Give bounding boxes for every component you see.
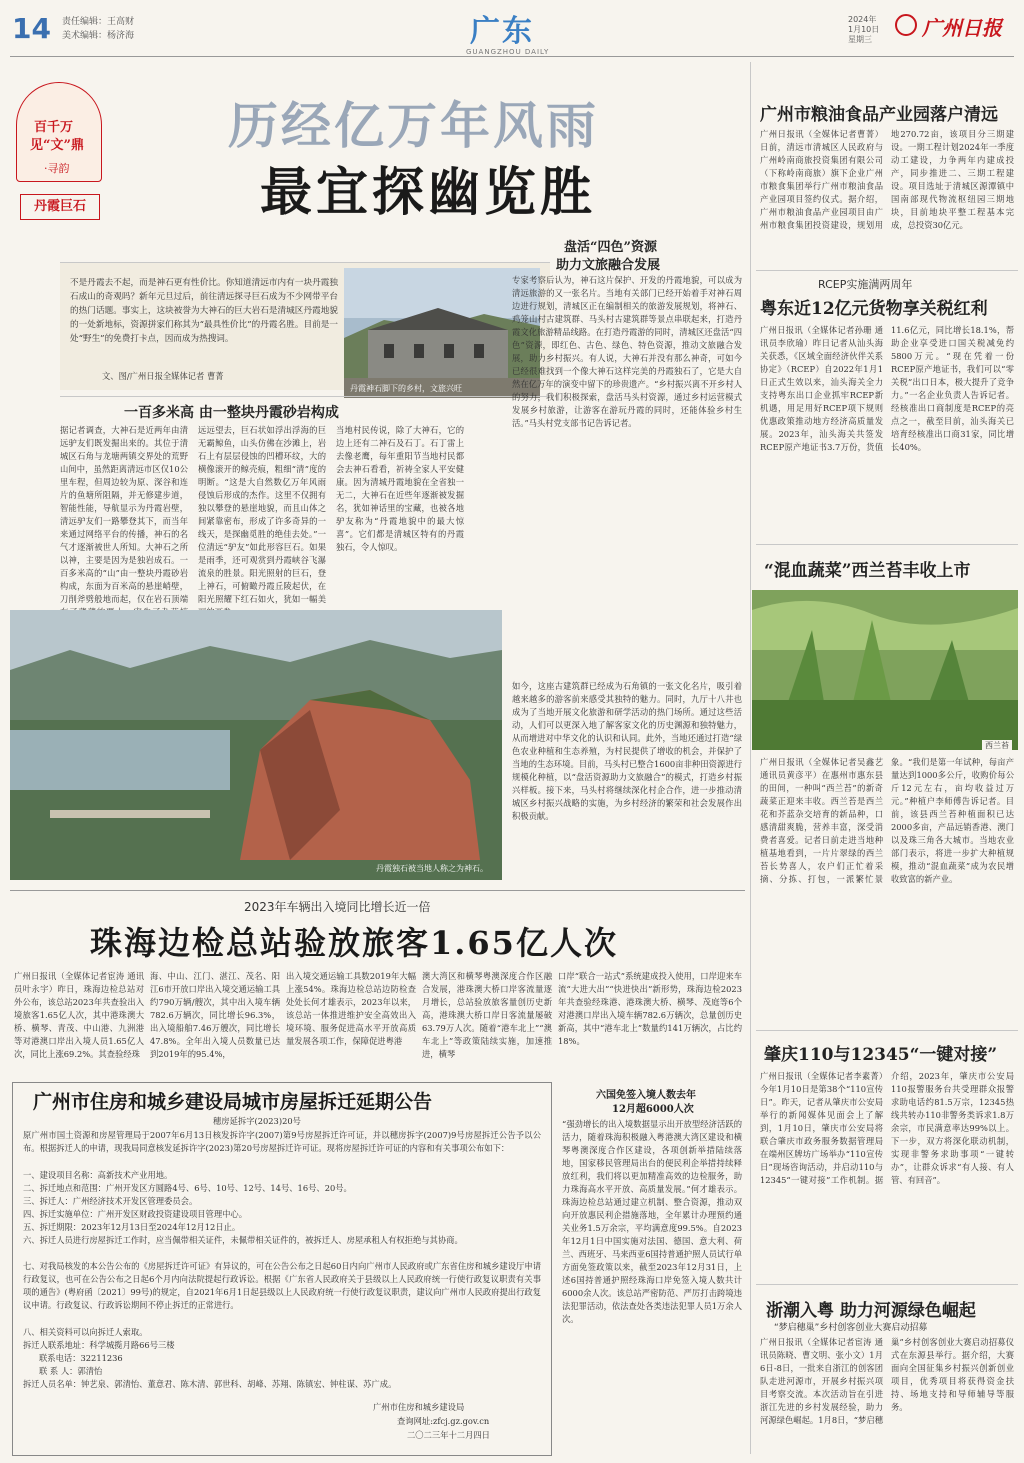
lead-column-1: 据记者调查，大神石是近两年由清远驴友们既发掘出来的。其位于清城区石角与龙塘两镇交界处的荒野山间中，虽然距离清远市区仅10公里车程，但周边较为原、深谷和连片的鱼塘所阻隔，并无修建步道，智能性能，导航显示为丹霞岩壁，清远驴友们一路攀登其下，而当年来通过网络平台的传播，神石的名气才逐渐被世人所知。大神石之所以神，主要是因为是独岩成石。一百多米高的“山”由一整块丹霞砂岩构成，东面为百米高的悬崖峭壁，刀削斧劈般地而起，仅在岩石顶端 [60, 425, 188, 604]
story4-headline: 肇庆110与12345“一键对接” [764, 1045, 998, 1065]
story3-text: 广州日报讯（全媒体记者吴鑫艺 通讯员黄彦平）在惠州市惠东县的田间，一种叫“西兰苔”的新奇蔬菜正迎来丰收。西兰苔是西兰花和芥蓝杂交培育的新品种，口感清甜爽脆，营养丰富，深受消费者喜爱。记者日前走进当地种植基地看到，一片片翠绿的西兰苔长势喜人，农户们正忙着采摘、分拣、打包，一派繁忙景象。“我们是第一年试种，每亩产量达到1000多公斤，收购价每公斤12元左右，亩均收益过万元。”种植户李师傅告诉记者。目前，该县西兰苔种植面积已达2000多亩，产品远销香港、澳门以及珠三角各大城市。当地农业部门表示，将进一步扩大种植规模，推动“混血蔬菜”成为农民增收致富的新产业。 [760, 757, 1014, 884]
masthead-divider [10, 56, 1014, 57]
paper-logo-icon [895, 14, 917, 36]
notice-item-2: 二、拆迁地点和范围：广州开发区方圆路4号、6号、10号、12号、14号、16号、20号。 [23, 1183, 352, 1193]
village-photo [344, 268, 540, 398]
section1-title: 一百多米高 由一整块丹霞砂岩构成 [124, 405, 339, 421]
notice-staff: 拆迁人员名单：钟艺泉、郭清怡、董意君、陈木清、郭世科、胡峰、苏翔、陈镇宏、钟柱谋、苏广成。 [23, 1379, 397, 1389]
badge-line2: 见“文”鼎 [30, 138, 84, 153]
story2-rule [756, 270, 1018, 271]
story5-rule [756, 1284, 1018, 1285]
border-column-2: 海、中山、江门、湛江、茂名、阳江6市开放口岸出入境交通运输工具约790万辆/艘次，其中出入境车辆782.6万辆次，同比增长96.3%，出入境船舶7.46万艘次，同比增长47.8%。全年出入境人员数量已达到2019年的95.4%， [150, 971, 280, 1059]
notice-contact: 拆迁人联系地址：科学城揽月路66号三楼 [23, 1340, 175, 1350]
section2-title-line2: 助力文旅融合发展 [556, 258, 661, 273]
story5-text: 广州日报讯（全媒体记者宦涛 通讯员陈晓、曹文明、张小文）1月6日-8日，一批来自浙江的创客团队走进河源市，开展乡村振兴项目考察交流。本次活动旨在引进浙江先进的乡村发展经验，助力河源绿色崛起。1月8日，“梦启穗巢”乡村创客创业大赛启动招募仪式在东源县举行。据介绍，大赛面向全国征集乡村振兴创新创业项目，优秀项目将获得资金扶持、场地支持和导师辅导等服务。 [760, 1337, 1014, 1425]
border-column-1: 广州日报讯（全媒体记者宦涛 通讯员叶永宇）昨日，珠海边检总站对外公布，该总站2023年共查验出入境旅客1.65亿人次，其中港珠澳大桥、横琴、青茂、中山港、九洲港等对港澳口岸出入境人员1.65亿人次，同比上涨69.2%。其查验经珠 [14, 971, 144, 1059]
border-story-rule [10, 890, 745, 891]
border-kicker: 2023年车辆出入境同比增长近一倍 [244, 900, 431, 914]
story4-text: 广州日报讯（全媒体记者李素菁）今年1月10日是第38个“110宣传日”。昨天，记者从肇庆市公安局举行的新闻媒体见面会上了解到，1月10日，肇庆市公安局将联合肇庆市政务服务数据管理局在端州区牌坊广场举办“110宣传日”现场咨询活动，并启动110与12345“一键对接”工作机制。据介绍，2023年，肇庆市公安局110报警服务台共受理群众报警求助电话约81.5万宗，12345热线共转办110非警务类诉求1.8万余宗，市民满意率达99%以上。下一步，双方将深化联动机制，实现非警务求助事项“一键转办”，让群众诉求“有人接、有人管、有回音”。 [760, 1071, 1014, 1185]
village-photo-image [344, 268, 540, 398]
lead-column-3: 当地村民传说，除了大神石，它的边上还有二神石及石丁。石丁雷上去像老鹰，每年重阳节当地村民都会去神石看看，祈祷全家人平安健康。因为清城丹霞地貌在全省独一无二，大神石在近些年逐渐被发掘名，犹如神话里的宝藏，也被各地驴友称为“丹霞地貌中的最大惊喜”。它们都是清城区特有的丹霞独石，令人惊叹。 [336, 425, 464, 552]
notice-person: 联 系 人：郭清怡 [39, 1366, 103, 1376]
visa-free-title-line2: 12月超6000人次 [612, 1104, 694, 1115]
notice-body: 原广州市国土资源和房屋管理局于2007年6月13日核发拆许字(2007)第9号房屋拆迁许可证，并以穗房拆字(2007)9号房屋拆迁公告予以公布。根据拆迁人的申请，现我局同意核发延拆许字(2023)第20号房屋拆迁许可证。现将房屋拆迁许可证的内容和有关事项公布如下： [23, 1130, 541, 1153]
landscape-photo-caption: 丹霞独石被当地人称之为神石。 [376, 864, 488, 873]
paper-name: 广州日报 [922, 16, 1002, 40]
story2-kicker: RCEP实施满两周年 [818, 278, 913, 291]
story2-headline: 粤东近12亿元货物享关税红利 [760, 299, 988, 319]
border-column-5: 口岸“联合一站式”系统建成投入使用，口岸迎来车流“大进大出”“快进快出”新形势，珠海边检2023年共查验经珠港、港珠澳大桥、横琴、茂庭等6个对港澳口岸出入境车辆782.6万辆次，总量创历史新高，其中“港车北上”数量约141万辆次，占比约18%。 [558, 971, 742, 1046]
border-column-3: 出入境交通运输工具数2019年大幅上涨54%。珠海边检总站边防检查处处长何才雄表示，2023年以来，该总站一体推进维护安全高效出入境环境、服务促进高水平开放高质量发展各项工作，保障促进粤港 [286, 971, 416, 1046]
lead-column-4: 专家考察后认为，神石这片保护、开发的丹霞地貌，可以成为清远旅游的又一张名片。当地有关部门已经开始着手对神石周边进行规划，清城区正在编制相关的旅游发展规划，将神石、鸡笼山村古建筑群、马头村古建筑群等景点串联起来，打造丹霞文化旅游精品线路。在打造丹霞游的同时，清城区还盘活“四色”资源，即红色、古色、绿色、特色资源，推动文旅融合发展，助力乡村振兴。有人说，大神石并没有那么神奇，可如今已经很难找到一个像大神石这样完美的丹霞独石了，它是大自然在亿万年的演变中留下的珍贵遗产。“乡村振兴离不开乡村人的努力，我们积极探索，盘活马头村资源，通过乡村运营模式发展乡村旅游，让游客在游玩丹霞的同时，还能体验乡村生活。”马头村党支部书记告诉记者。 [512, 275, 742, 428]
story3-rule [756, 544, 1018, 545]
story5-headline: 浙潮入粤 助力河源绿色崛起 [766, 1301, 976, 1321]
art-editor-credit: 美术编辑：杨济海 [62, 31, 135, 41]
notice-item-4: 四、拆迁实施单位：广州开发区财政投资建设项目管理中心。 [23, 1209, 248, 1219]
story1-text: 广州日报讯（全媒体记者曹菁）日前，清远市清城区人民政府与广州岭南商旅投资集团有限公司（下称岭南商旅）旗下企业广州市粮食集团举行广州市粮油食品产业园项目签约仪式。据介绍，广州市粮油食品产业园项目由广州市粮食集团投资建设，规划用地270.72亩，该项目分三期建设。一期工程计划2024年一季度动工建设，力争两年内建成投产，同步推进二、三期工程建设。项目选址于清城区源潭镇中国南部现代物流枢纽园三期地块，目前地块平整工程基本完成，总投资30亿元。 [760, 129, 1014, 230]
badge-subject: 丹霞巨石 [20, 194, 100, 220]
section-title: 广东 [470, 14, 534, 49]
notice-item-5: 五、拆迁期限：2023年12月13日至2024年12月12日止。 [23, 1222, 241, 1232]
section1-rule [60, 396, 550, 397]
badge-line3: ·寻韵 [44, 162, 70, 175]
editor-credit: 责任编辑：王高财 [62, 17, 135, 27]
series-badge [14, 82, 104, 232]
right-column-divider [750, 62, 751, 1454]
lead-byline: 文、图/广州日报全媒体记者 曹菁 [102, 371, 224, 381]
notice-number: 穗房延拆字(2023)20号 [213, 1116, 301, 1126]
story2-text: 广州日报讯（全媒体记者孙珊 通讯员李欣瑜）昨日记者从汕头海关获悉，《区域全面经济伙伴关系协定》（RCEP）自2022年1月1日正式生效以来，汕头海关全力支持粤东出口企业抓牢RCEP新机遇，用足用好RCEP项下规则优惠政策推动地方经济高质量发展。2023年，汕头海关共签发RCEP原产地证书3.7万份，货值11.6亿元，同比增长18.1%，帮助企业享受进口国关税减免约5800万元。“现在凭着一份RCEP原产地证书，我们可以“零关税”出口日本，极大提升了竞争力。”一名企业负责人告诉记者。经核准出口商制度是RCEP的亮点之一，截至目前，汕头海关已培育经核准出口商31家，同比增长40%。 [760, 325, 1014, 452]
date-day: 1月10日 [848, 25, 880, 34]
notice-phone: 联系电话：32211236 [39, 1353, 123, 1363]
notice-item-6: 六、拆迁人员进行房屋拆迁工作时，应当佩带相关证件，未佩带相关证件的，被拆迁人、房屋承租人有权拒绝与其协商。 [23, 1235, 463, 1245]
masthead [0, 0, 1024, 62]
village-photo-caption: 丹霞神石脚下的乡村，文旅兴旺 [350, 384, 462, 393]
border-headline: 珠海边检总站验放旅客1.65亿人次 [90, 924, 618, 962]
story3-headline: “混血蔬菜”西兰苔丰收上市 [764, 561, 971, 581]
notice-date: 二〇二三年十二月四日 [407, 1430, 490, 1440]
story5-kicker: “梦启穗巢”乡村创客创业大赛启动招募 [774, 1323, 928, 1333]
notice-signature: 广州市住房和城乡建设局 [373, 1402, 465, 1412]
lead-headline-line2: 最宜探幽览胜 [260, 162, 597, 223]
border-column-4: 澳大湾区和横琴粤澳深度合作区融合发展，港珠澳大桥口岸客流量逐月增长，总站验放旅客量创历史新高，港珠澳大桥口岸日客流量屡破63.79万人次。随着“港车北上”“澳车北上”等政策陆续实施，加速推进，横琴 [422, 971, 552, 1059]
lead-column-5: 如今，这座古建筑群已经成为石角镇的一张文化名片，吸引着越来越多的游客前来感受其独特的魅力。同时，九厅十八井也成为了当地开展文化旅游和研学活动的热门场所。通过这些活动，人们可以更深入地了解客家文化的历史渊源和独特魅力，从而增进对中华文化的认识和认同。此外，当地还通过打造“绿色农业种植和生态养殖，为村民提供了增收的机会，并保护了当地的生态环境。目前，马头村已整合1600亩非种田资源进行规模化种植，以“盘活资源助力文旅融合”的模式，打造乡村振兴样板。接下来，马头村将继续深化村企合作，进一步推动清城区乡村振兴战略的实施，为乡村经济的繁荣和社会发展作出积极贡献。 [512, 681, 742, 821]
border-column-6: “强劲增长的出入境数据显示出开放型经济活跃的活力，随着珠海积极融入粤港澳大湾区建设和横琴粤澳深度合作区建设，各项创新举措陆续落地，国家移民管理局出台的便民利企举措持续释放红利，我们将以更加精准高效的边检服务，助力珠海高水平开放、高质量发展。”何才雄表示。珠海边检总站通过建立机制、整合资源，推动双向开放惠民利企措施落地，全年累计办理预约通关业务1.5万余宗，平均满意度99.5%。自2023年12月1日中国实施对法国、德国、意大利、荷兰、西班牙、马来西亚6国持普通护照人员试行单方面免签政策以来，截至2023年12月31日，上述6国持普通护照经珠海口岸免签入境人数共计6000余人次。该总站严密防范、严厉打击跨境违法犯罪活动，依法查处各类违法犯罪人员1万余人次。 [562, 1119, 742, 1324]
story1-headline: 广州市粮油食品产业园落户清远 [760, 105, 998, 125]
notice-item-8: 八、相关资料可以向拆迁人索取。 [23, 1327, 148, 1337]
date-year: 2024年 [848, 15, 877, 24]
notice-item-7: 七、对我局核发的本公告公布的《房屋拆迁许可证》有异议的，可在公告公布之日起60日内向广州市人民政府或广东省住房和城乡建设厅申请行政复议，也可在公告公布之日起6个月内向法院提起行政诉讼。根据《广东省人民政府关于县级以上人民政府统一行使行政复议职责有关事项的通告》(粤府函〔2021〕99号)的规定，自2021年6月1日起县级以上人民政府统一行使行政复议职责，建议向广州市人民政府提出行政复议申请。行政复议、行政诉讼期间不停止拆迁的正常进行。 [23, 1261, 541, 1310]
notice-title: 广州市住房和城乡建设局城市房屋拆迁延期公告 [33, 1091, 433, 1113]
landscape-photo-image [10, 610, 502, 880]
section2-title-line1: 盘活“四色”资源 [564, 240, 657, 255]
page-number: 14 [12, 12, 51, 45]
lead-headline-line1: 历经亿万年风雨 [228, 96, 599, 155]
section-pinyin: GUANGZHOU DAILY [466, 48, 550, 56]
notice-item-3: 三、拆迁人：广州经济技术开发区管理委员会。 [23, 1196, 198, 1206]
vegetable-photo-image [752, 590, 1018, 750]
visa-free-title-line1: 六国免签入境人数去年 [596, 1090, 696, 1101]
story4-rule [756, 1030, 1018, 1031]
notice-item-1: 一、建设项目名称：高新技术产业用地。 [23, 1170, 173, 1180]
notice-query-url: 查询网址:zfcj.gz.gov.cn [397, 1416, 490, 1426]
landscape-photo [10, 610, 502, 880]
badge-line1: 百千万 [34, 120, 74, 135]
lead-column-2: 远远望去，巨石状如浮出浮海的巨无霸鲸鱼，山头仿佛在沙滩上，岩石上有层层侵蚀的凹槽环纹，大的横像滚开的鲸壳痕，粗细“清”度的明断。“这是大自然数亿万年风雨侵蚀后形成的杰作。这里不仅拥有独以攀登的悬崖地貌，而且山体之间紧靠密布，形成了许多奇异的一线天，是探幽觅胜的绝佳去处。”一位清远“驴友”如此形容巨石。如果是雨季，还可观赏到丹霞峡谷飞瀑流泉的胜景。阳光照射的巨石，登上神石，可俯瞰丹霞丘陵起伏，在阳光照耀下红石如火，犹如一幅美 [198, 425, 326, 604]
vegetable-photo [752, 590, 1018, 750]
lead-intro: 不是丹霞去不起，而是神石更有性价比。你知道清远市内有一块丹霞独石成山的奇观吗？新年元旦过后，前往清远探寻巨石成为不少网带平台的热门话题。事实上，这块被誉为大神石的巨大岩石是清城区丹霞地貌的一处新地标，资源拼家们称其为“最具性价比”的丹霞名胜。目前是一处“野生”的免费打卡点，因而成为热搜词。 [70, 278, 338, 344]
vegetable-photo-caption: 西兰苔 [982, 740, 1012, 751]
demolition-notice [12, 1082, 552, 1456]
weekday: 星期三 [848, 35, 872, 44]
